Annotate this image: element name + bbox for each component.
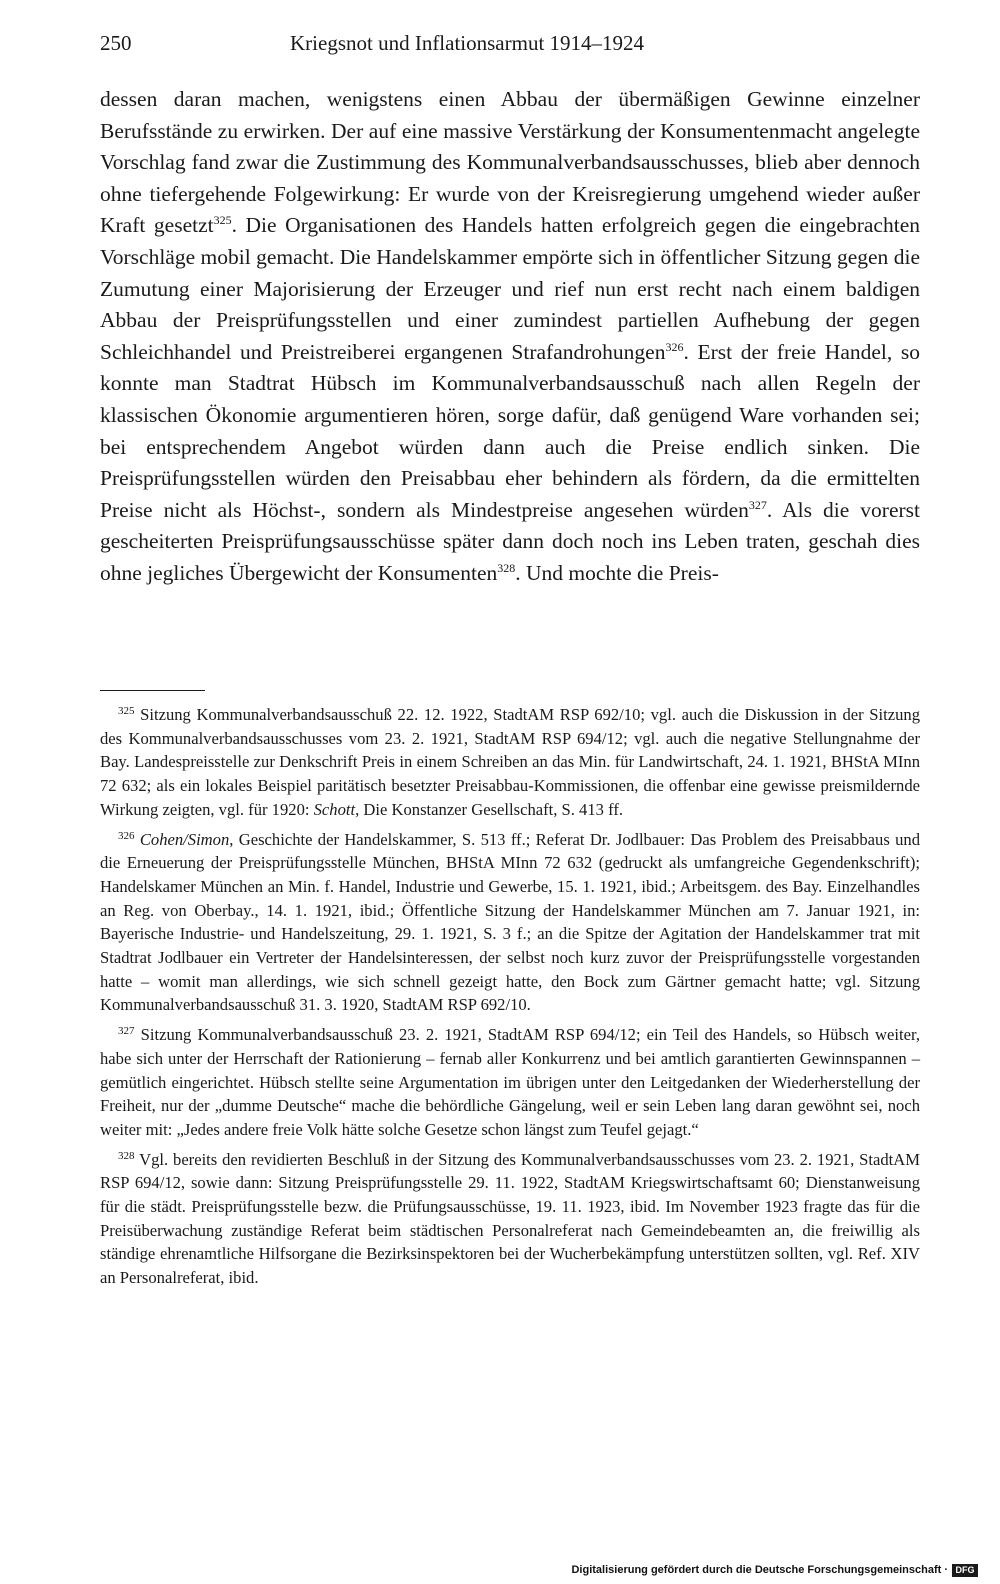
footnotes — [100, 703, 920, 1296]
author-name: Cohen/Simon — [139, 829, 230, 849]
footnote-text: Sitzung Kommunalverbandsausschuß 22. 12. 1922, StadtAM RSP 692/10; vgl. auch die Diskussion in der Sitzung des Kommunalverbandsausschusses vom 23. 2. 1921, StadtAM RSP 694/12; vgl. auch die negative Stellungnahme der Bay. Landespreisstelle zur Denkschrift Preis in einem Schreiben an das Min. für Landwirtschaft, 24. 1. 1921, BHStA MInn 72 632; als ein lokales Beispiel paritätisch besetzter Preisabbau-Kommissionen, die offenbar eine gewisse preismildernde Wirkung zeigten, vgl. für 1920: — [100, 705, 920, 819]
main-text — [100, 84, 920, 590]
footnote-327 — [100, 1023, 920, 1142]
page-number: 250 — [100, 31, 132, 55]
text-segment: dessen daran machen, wenigstens einen Abbau der übermäßigen Gewinne einzelner Berufsstände zu erwirken. Der auf eine massive Verstärkung der Konsumentenmacht angelegte Vorschlag fand zwar die Zustimmung des Kommunalverbandsausschusses, blieb aber dennoch ohne tiefergehende Folgewirkung: Er wurde von der Kreisregierung umgehend wieder außer Kraft gesetzt — [100, 87, 920, 238]
footnote-text: Vgl. bereits den revidierten Beschluß in der Sitzung des Kommunalverbandsausschusses vom 23. 2. 1921, StadtAM RSP 694/12, sowie dann: Sitzung Preisprüfungsstelle 29. 11. 1922, StadtAM Kriegswirtschaftsamt 60; Dienstanweisung für die städt. Preisprüfungsstelle bezw. die Prüfungsausschüsse, 19. 11. 1923, ibid. Im November 1923 fragte das für die Preisüberwachung zuständige Referat beim städtischen Personalreferat nach Gemeindebeamten an, die freiwillig als ständige ehrenamtliche Hilfsorgane die Bezirksinspektoren bei der Wucherbekämpfung unterstützen sollten, vgl. Ref. XIV an Personalreferat, ibid. — [100, 1149, 920, 1288]
footnote-text: Sitzung Kommunalverbandsausschuß 23. 2. 1921, StadtAM RSP 694/12; ein Teil des Handels, so Hübsch weiter, habe sich unter der Herrschaft der Rationierung – fernab aller Konkurrenz und bei amtlich garantierten Gewinnspannen – gemütlich eingerichtet. Hübsch stellte seine Argumentation im übrigen unter den Leitgedanken der Wiederherstellung der Freiheit, nur der „dumme Deutsche“ mache die behördliche Gängelung, weil er sein Leben lang daran gewöhnt sei, noch weiter mit: „Jedes andere freie Volk hätte solche Gesetze schon längst zum Teufel gejagt.“ — [100, 1025, 920, 1139]
footnote-number: 326 — [118, 829, 135, 842]
text-segment: . Als die vorerst gescheiterten Preisprüfungsausschüsse später dann doch noch ins Leben traten, geschah dies ohne jegliches Übergewicht der Konsumenten — [100, 497, 921, 585]
footnote-text: , Geschichte der Handelskammer, S. 513 ff.; Referat Dr. Jodlbauer: Das Problem des Preisabbaus und die Erneuerung der Preisprüfungsstelle München, BHStA MInn 72 632 (gedruckt als umfangreiche Gegendenkschrift); Handelskamer München an Min. f. Handel, Industrie und Gewerbe, 15. 1. 1921, ibid.; Arbeitsgem. des Bay. Einzelhandles an Reg. von Oberbay., 14. 1. 1921, ibid.; Öffentliche Sitzung der Handelskammer München am 7. Januar 1921, in: Bayerische Industrie- und Handelszeitung, 29. 1. 1921, S. 3 f.; an die Spitze der Agitation der Handelskammer trat mit Stadtrat Jodlbauer ein Vertreter der Handelsinteressen, der selbst noch kurz zuvor der Preisprüfungsstelle vorgestanden hatte – womit man allerdings, wie sich schnell gezeigt hatte, den Bock zum Gärtner gemacht hatte; vgl. Sitzung Kommunalverbandsausschuß 31. 3. 1920, StadtAM RSP 692/10. — [100, 829, 920, 1015]
dfg-logo-icon: DFG — [952, 1564, 978, 1577]
footnote-326 — [100, 828, 920, 1018]
text-segment: . Und mochte die Preis- — [515, 560, 719, 585]
footnote-text: , Die Konstanzer Gesellschaft, S. 413 ff. — [355, 799, 623, 819]
footnote-reference: 326 — [665, 339, 684, 354]
footnote-reference: 328 — [497, 560, 516, 575]
footnote-325 — [100, 703, 920, 822]
author-name: Schott — [313, 799, 356, 819]
footnote-reference: 325 — [213, 213, 232, 228]
footnote-divider — [100, 690, 205, 691]
text-segment: . Die Organisationen des Handels hatten erfolgreich gegen die eingebrachten Vorschläge mobil gemacht. Die Handelskammer empörte sich in öffentlicher Sitzung gegen die Zumutung einer Majorisierung der Erzeuger und rief nun erst recht nach einem baldigen Abbau der Preisprüfungsstellen und einer zumindest partiellen Aufhebung der gegen Schleichhandel und Preistreiberei ergangenen Strafandrohungen — [100, 213, 920, 364]
running-head — [100, 26, 920, 60]
text-segment: . Erst der freie Handel, so konnte man Stadtrat Hübsch im Kommunalverbandsausschuß nach allen Regeln der klassischen Ökonomie argumentieren hören, sorge dafür, daß genügend Ware vorhanden sei; bei entsprechendem Angebot würden dann auch die Preise endlich sinken. Die Preisprüfungsstellen würden den Preisabbau eher behindern als fördern, da die ermittelten Preise nicht als Höchst-, sondern als Mindestpreise angesehen würden — [100, 339, 920, 522]
footnote-number: 325 — [118, 705, 135, 717]
main-paragraph — [100, 84, 920, 590]
footnote-328 — [100, 1148, 920, 1290]
running-title: Kriegsnot und Inflationsarmut 1914–1924 — [290, 31, 645, 55]
credit-text: Digitalisierung gefördert durch die Deutsche Forschungsgemeinschaft · — [571, 1564, 948, 1576]
footnote-number: 328 — [118, 1149, 135, 1162]
footnote-reference: 327 — [748, 497, 767, 512]
footnote-number: 327 — [118, 1025, 135, 1038]
digitization-credit — [571, 1562, 978, 1578]
